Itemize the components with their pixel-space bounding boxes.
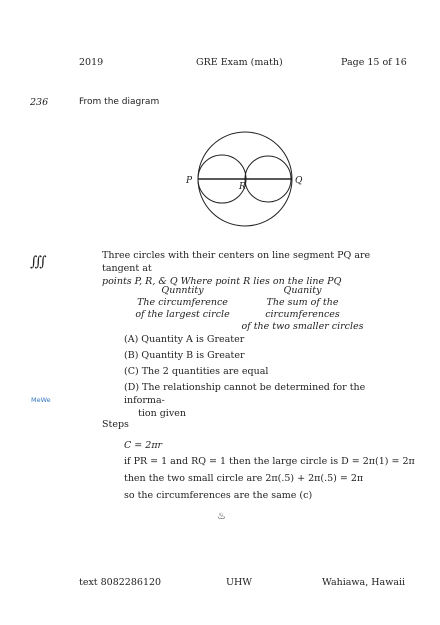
option-b: (B) Quantity B is Greater [124, 350, 245, 361]
footer-center: UHW [226, 577, 253, 588]
steps-heading: Steps [102, 419, 129, 430]
problem-number: 236 [30, 97, 49, 108]
option-d-line-1: (D) The relationship cannot be determined for the informa- [124, 382, 366, 406]
quantity-a [130, 285, 235, 321]
quantity-a-line-2: of the largest circle [135, 309, 230, 320]
quantity-a-heading: Qunntity [161, 285, 204, 296]
step-line-3: then the two small circle are 2π(.5) + 2π(.5) = 2π [124, 473, 364, 484]
option-c: (C) The 2 quantities are equal [124, 366, 269, 377]
circles-diagram [180, 126, 310, 236]
step-line-4: so the circumferences are the same (c) [124, 490, 313, 501]
header-title: GRE Exam (math) [196, 57, 283, 68]
footer-text: text 8082286120 [79, 577, 162, 588]
answer-options [124, 333, 409, 420]
header-page: Page 15 of 16 [341, 57, 407, 68]
label-r: R [239, 182, 246, 192]
statement-line-2: points P, R, & Q Where point R lies on the line PQ [102, 276, 342, 287]
footer-right: Wahiawa, Hawaii [322, 577, 406, 588]
side-mark: MeWe [31, 396, 51, 404]
option-a: (A) Quantity A is Greater [124, 334, 245, 345]
quantity-b [230, 285, 375, 333]
header-year: 2019 [79, 57, 104, 68]
problem-statement [102, 249, 407, 288]
quantity-b-line-2: of the two smaller circles [241, 321, 364, 332]
end-glyph: ♨ [217, 511, 226, 522]
step-line-1: C = 2πr [124, 440, 163, 451]
margin-symbol: ∭ [30, 254, 47, 270]
quantity-b-line-1: The sum of the circumferences [265, 297, 340, 320]
problem-intro: From the diagram [79, 97, 160, 107]
statement-line-1: Three circles with their centers on line segment PQ are tangent at [102, 250, 371, 274]
quantity-b-heading: Quanity [283, 285, 322, 296]
label-q: Q [295, 176, 303, 186]
label-p: P [186, 176, 193, 186]
quantity-a-line-1: The circumference [137, 297, 228, 308]
step-line-2: if PR = 1 and RQ = 1 then the large circle is D = 2π(1) = 2π [124, 456, 415, 467]
option-d-line-2: tion given [138, 408, 186, 419]
